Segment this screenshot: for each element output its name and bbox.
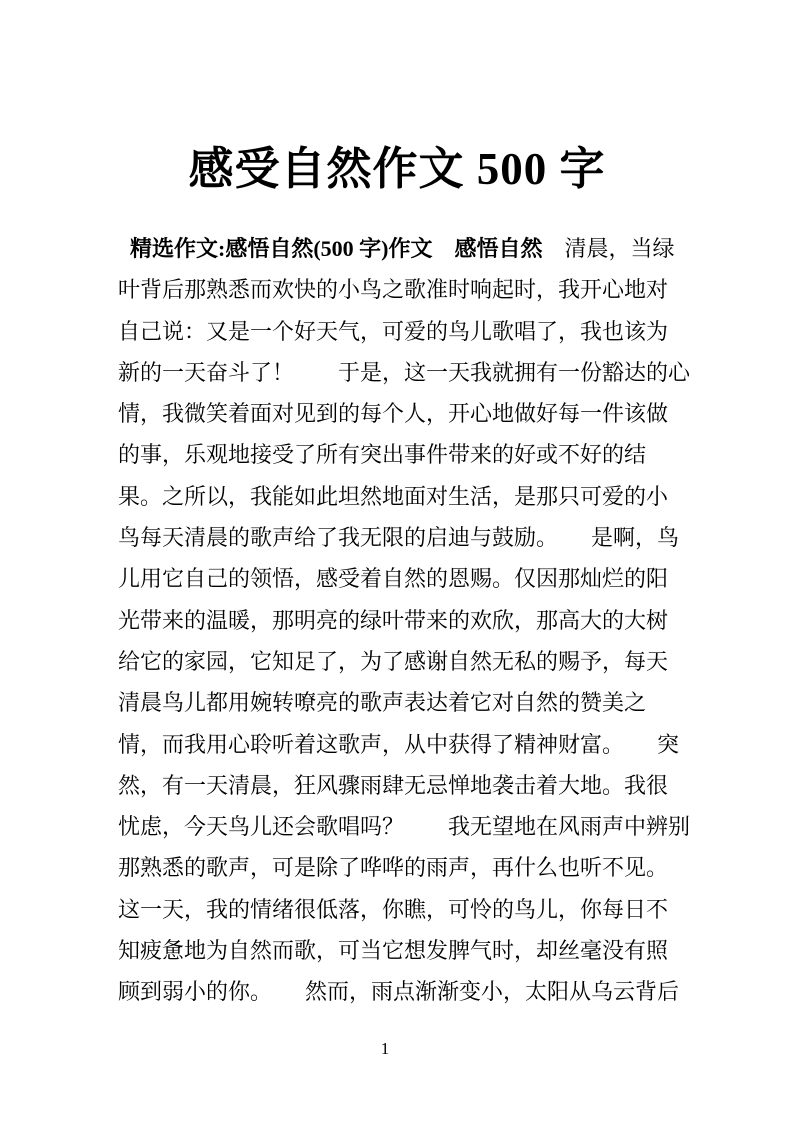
body-line: 这一天，我的情绪很低落，你瞧，可怜的鸟儿，你每日不 [118,896,669,922]
body-line: 果。之所以，我能如此坦然地面对生活，是那只可爱的小 [118,483,669,509]
document-body [118,228,718,1013]
lead-regular-text: 清晨，当绿 [542,236,675,261]
page-number: 1 [380,1039,390,1058]
body-line: 情，我微笑着面对见到的每个人，开心地做好每一件该做 [118,401,669,427]
body-line: 自己说：又是一个好天气，可爱的鸟儿歌唱了，我也该为 [118,318,669,344]
body-line: 叶背后那熟悉而欢快的小鸟之歌准时响起时，我开心地对 [118,277,669,303]
body-line: 知疲惫地为自然而歌，可当它想发脾气时，却丝毫没有照 [118,938,669,964]
body-line: 那熟悉的歌声，可是除了哗哗的雨声，再什么也听不见。 [118,855,669,881]
body-line: 忧虑，今天鸟儿还会歌唱吗？ 我无望地在风雨声中辨别 [118,814,691,840]
body-line: 光带来的温暖，那明亮的绿叶带来的欢欣，那高大的大树 [118,607,669,633]
body-line: 鸟每天清晨的歌声给了我无限的启迪与鼓励。 是啊，鸟 [118,525,680,551]
body-lines [118,269,718,1012]
page-title: 感受自然作文 500 字 [188,144,606,194]
lead-bold-text: 精选作文:感悟自然(500 字)作文 感悟自然 [130,236,543,261]
body-line: 儿用它自己的领悟，感受着自然的恩赐。仅因那灿烂的阳 [118,566,669,592]
body-line: 顾到弱小的你。 然而，雨点渐渐变小，太阳从乌云背后 [118,979,680,1005]
body-line: 新的一天奋斗了！ 于是，这一天我就拥有一份豁达的心 [118,359,691,385]
body-line: 的事，乐观地接受了所有突出事件带来的好或不好的结 [118,442,647,468]
body-line: 然，有一天清晨，狂风骤雨肆无忌惮地袭击着大地。我很 [118,772,669,798]
body-line-first [118,228,718,269]
body-line: 给它的家园，它知足了，为了感谢自然无私的赐予，每天 [118,648,669,674]
body-line: 清晨鸟儿都用婉转嘹亮的歌声表达着它对自然的赞美之 [118,690,647,716]
body-line: 情，而我用心聆听着这歌声，从中获得了精神财富。 突 [118,731,680,757]
